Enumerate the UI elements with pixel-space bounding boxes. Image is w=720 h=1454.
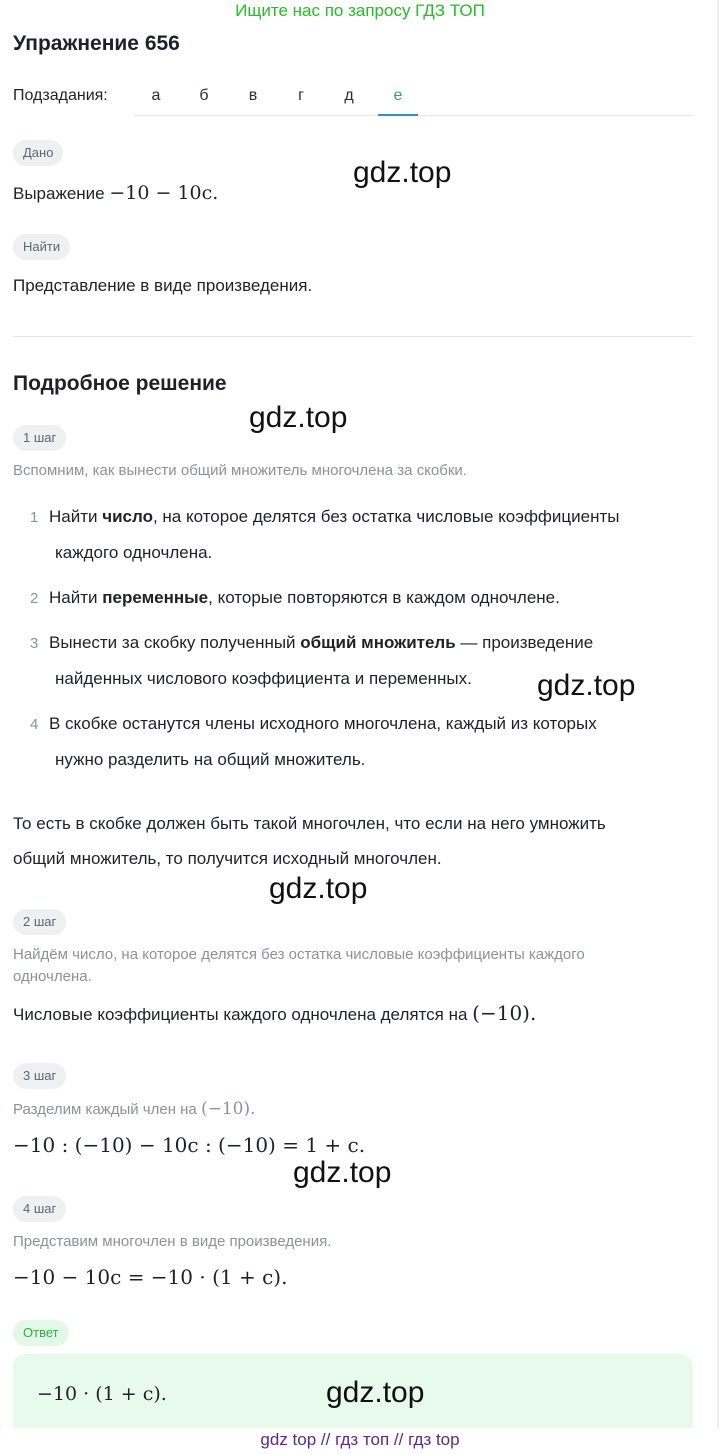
step-2-badge: 2 шаг bbox=[13, 909, 66, 935]
list-item bbox=[49, 499, 620, 535]
watermark: gdz.top bbox=[326, 1376, 425, 1409]
tab-b[interactable]: б bbox=[199, 87, 209, 104]
list-item-text: Найти bbox=[49, 588, 103, 607]
page-title: Упражнение 656 bbox=[13, 32, 180, 55]
step-4-expression: −10 − 10c = −10 · (1 + c). bbox=[13, 1265, 288, 1289]
step-3-expression: −10 : (−10) − 10c : (−10) = 1 + c. bbox=[13, 1133, 366, 1157]
list-item-number: 1 bbox=[30, 509, 39, 526]
section-divider bbox=[13, 336, 693, 337]
list-item-number: 2 bbox=[30, 590, 39, 607]
step-1-intro: Вспомним, как вынести общий множитель многочлена за скобки. bbox=[13, 462, 467, 479]
list-item-number: 4 bbox=[30, 716, 39, 733]
solution-title: Подробное решение bbox=[13, 372, 227, 395]
tab-e[interactable]: е bbox=[378, 78, 418, 116]
given-label: Выражение bbox=[13, 184, 105, 203]
list-item-continuation: найденных числового коэффициента и переменных. bbox=[55, 669, 472, 688]
step-2-expression: (−10). bbox=[472, 1001, 537, 1025]
step-3-intro-text: Разделим каждый член на bbox=[13, 1101, 197, 1118]
list-item bbox=[49, 706, 597, 742]
step-4-badge: 4 шаг bbox=[13, 1196, 66, 1222]
list-item-bold: общий множитель bbox=[300, 633, 456, 652]
tab-a[interactable]: а bbox=[151, 87, 161, 104]
watermark: gdz.top bbox=[537, 669, 636, 702]
scrollbar-track[interactable] bbox=[717, 0, 719, 1454]
list-item bbox=[49, 625, 593, 661]
list-item-text: В скобке останутся члены исходного многочлена, каждый из которых bbox=[49, 714, 597, 733]
list-item-text: Найти bbox=[49, 507, 103, 526]
given-expression: −10 − 10c. bbox=[109, 182, 219, 204]
footer-links[interactable]: gdz top // гдз топ // гдз top bbox=[0, 1428, 720, 1454]
given-badge: Дано bbox=[13, 140, 63, 166]
tab-v[interactable]: в bbox=[248, 87, 258, 104]
step-1-badge: 1 шаг bbox=[13, 425, 66, 451]
list-item-text: , на которое делятся без остатка числовые коэффициенты bbox=[152, 507, 620, 526]
tab-d[interactable]: д bbox=[344, 87, 354, 104]
watermark: gdz.top bbox=[269, 872, 368, 905]
step-2-intro-line-1: Найдём число, на которое делятся без остатка числовые коэффициенты каждого bbox=[13, 946, 585, 963]
promo-banner: Ищите нас по запросу ГДЗ ТОП bbox=[235, 1, 485, 20]
step-1-note-line-2: общий множитель, то получится исходный многочлен. bbox=[13, 849, 442, 868]
tab-g[interactable]: г bbox=[298, 87, 304, 104]
list-item-bold: число bbox=[102, 507, 153, 526]
list-item-text: Вынести за скобку полученный bbox=[49, 633, 301, 652]
given-text bbox=[13, 182, 218, 204]
list-item-text: , которые повторяются в каждом одночлене. bbox=[208, 588, 560, 607]
find-badge: Найти bbox=[13, 234, 70, 260]
step-4-intro: Представим многочлен в виде произведения. bbox=[13, 1233, 332, 1250]
list-item-text: — произведение bbox=[455, 633, 594, 652]
subtask-tabs bbox=[134, 78, 693, 116]
list-item bbox=[49, 580, 560, 616]
step-2-intro-line-2: одночлена. bbox=[13, 968, 92, 985]
step-2-label: Числовые коэффициенты каждого одночлена делятся на bbox=[13, 1005, 468, 1024]
watermark: gdz.top bbox=[353, 156, 452, 189]
answer-badge: Ответ bbox=[13, 1320, 69, 1346]
watermark: gdz.top bbox=[249, 401, 348, 434]
list-item-continuation: каждого одночлена. bbox=[55, 543, 213, 562]
subtasks-label: Подзадания: bbox=[13, 87, 108, 104]
step-1-note-line-1: То есть в скобке должен быть такой многочлен, что если на него умножить bbox=[13, 814, 606, 833]
step-2-text bbox=[13, 1001, 536, 1025]
list-item-bold: переменные bbox=[102, 588, 209, 607]
list-item-continuation: нужно разделить на общий множитель. bbox=[55, 750, 366, 769]
step-3-badge: 3 шаг bbox=[13, 1063, 66, 1089]
find-text: Представление в виде произведения. bbox=[13, 276, 313, 295]
list-item-number: 3 bbox=[30, 635, 39, 652]
step-3-intro bbox=[13, 1099, 256, 1119]
watermark: gdz.top bbox=[293, 1156, 392, 1189]
answer-expression: −10 · (1 + c). bbox=[37, 1383, 167, 1405]
step-3-intro-expression: (−10). bbox=[200, 1099, 256, 1119]
